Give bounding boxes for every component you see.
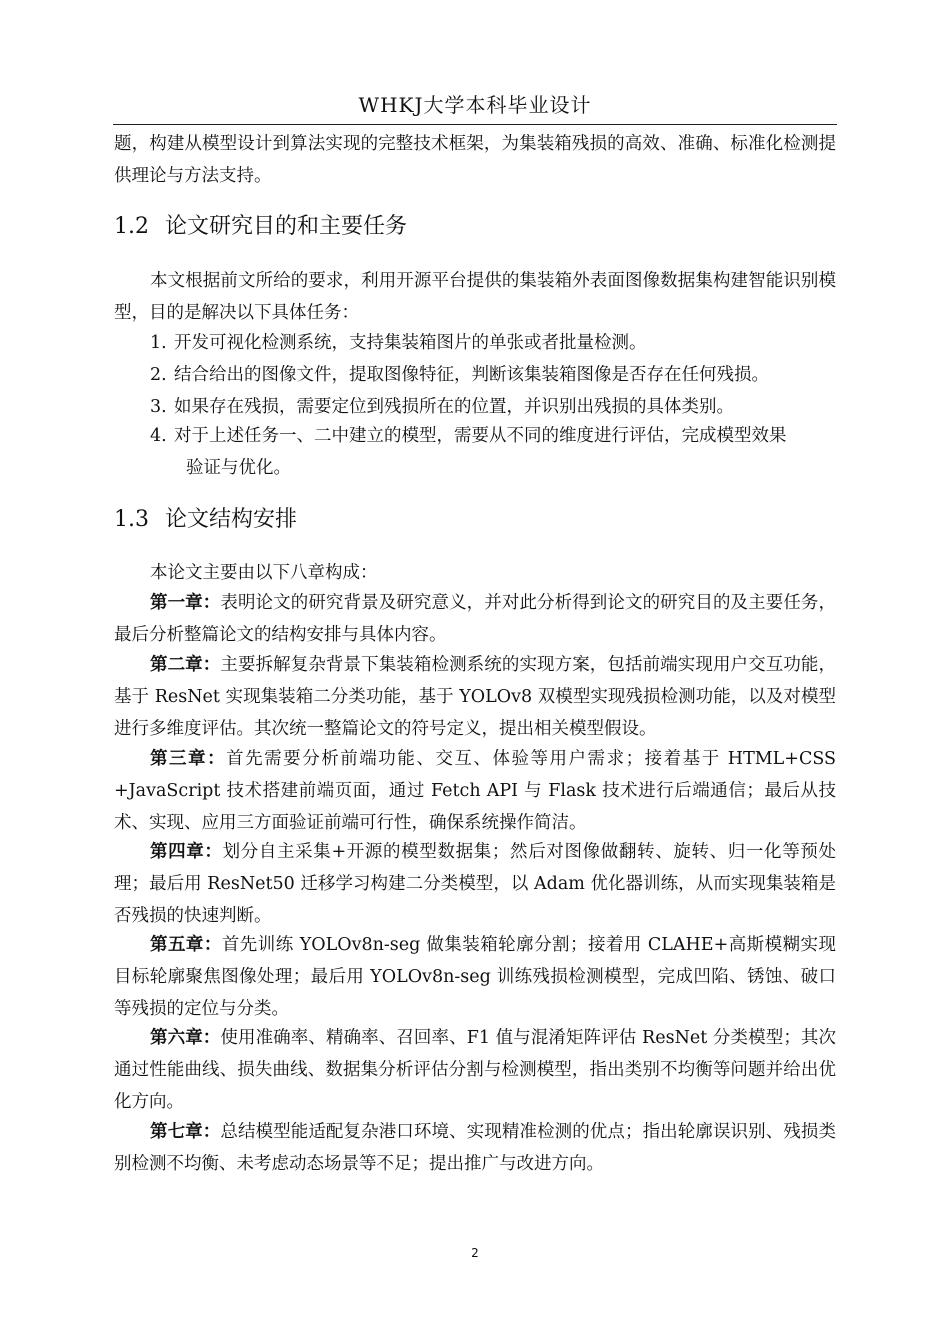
- list-item: [150, 327, 836, 359]
- chapter-text: 首先需要分析前端功能、交互、体验等用户需求；接着基于 HTML+CSS +JavaScript 技术搭建前端页面，通过 Fetch API 与 Flask 技术进行后端通信；最后从技术、实现、应用三方面验证前端可行性，确保系统操作简洁。: [114, 749, 837, 833]
- chapter-text: 主要拆解复杂背景下集装箱检测系统的实现方案，包括前端实现用户交互功能，基于 ResNet 实现集装箱二分类功能，基于 YOLOv8 双模型实现残损检测功能，以及对模型进行多维度评估。其次统一整篇论文的符号定义，提出相关模型假设。: [114, 655, 837, 739]
- chapter-label: 第五章：: [150, 935, 222, 955]
- chapter-text: 表明论文的研究背景及研究意义，并对此分析得到论文的研究目的及主要任务，最后分析整篇论文的结构安排与具体内容。: [114, 593, 837, 645]
- chapter-text: 首先训练 YOLOv8n-seg 做集装箱轮廓分割；接着用 CLAHE+高斯模糊实现目标轮廓聚焦图像处理；最后用 YOLOv8n-seg 训练残损检测模型，完成凹陷、锈蚀、破口等残损的定位与分类。: [114, 935, 836, 1019]
- chapter-label: 第六章：: [150, 1028, 221, 1048]
- header-rule: [113, 124, 837, 125]
- page-header: [0, 92, 950, 118]
- chapter-label: 第二章：: [150, 655, 221, 675]
- chapter-text: 使用准确率、精确率、召回率、F1 值与混淆矩阵评估 ResNet 分类模型；其次通过性能曲线、损失曲线、数据集分析评估分割与检测模型，指出类别不均衡等问题并给出优化方向。: [114, 1028, 837, 1112]
- chapter-label: 第一章：: [150, 593, 221, 613]
- chapter-text: 总结模型能适配复杂港口环境、实现精准检测的优点；指出轮廓误识别、残损类别检测不均衡、未考虑动态场景等不足；提出推广与改进方向。: [114, 1122, 837, 1174]
- chapter-paragraph: [114, 1116, 836, 1180]
- section-number: 1.2: [114, 214, 149, 239]
- list-item-number: 2.: [150, 365, 167, 385]
- chapter-paragraph: [114, 929, 836, 1025]
- section-heading-1-3: [114, 505, 297, 535]
- list-item-continuation: 验证与优化。: [186, 458, 291, 478]
- page-number: 2: [471, 1246, 479, 1260]
- header-title: WHKJ大学本科毕业设计: [358, 93, 592, 117]
- chapter-text: 划分自主采集+开源的模型数据集；然后对图像做翻转、旋转、归一化等预处理；最后用 ResNet50 迁移学习构建二分类模型，以 Adam 优化器训练，从而实现集装箱是否残损的快速判断。: [114, 842, 836, 926]
- section-heading-1-2: [114, 212, 407, 242]
- continuation-paragraph: 题，构建从模型设计到算法实现的完整技术框架，为集装箱残损的高效、准确、标准化检测提供理论与方法支持。: [114, 134, 836, 186]
- chapter-paragraph: [114, 587, 836, 651]
- list-item-text: 如果存在残损，需要定位到残损所在的位置，并识别出残损的具体类别。: [174, 397, 734, 417]
- section-1-3-intro: 本论文主要由以下八章构成：: [150, 563, 378, 583]
- chapter-paragraph: [114, 743, 836, 839]
- chapter-paragraph: [114, 1022, 836, 1118]
- section-title: 论文结构安排: [165, 507, 298, 532]
- list-item-text: 结合给出的图像文件，提取图像特征，判断该集装箱图像是否存在任何残损。: [174, 365, 769, 385]
- list-item-number: 1.: [150, 333, 167, 353]
- chapter-label: 第三章：: [150, 749, 227, 769]
- list-item: [150, 359, 836, 391]
- list-item-text: 对于上述任务一、二中建立的模型，需要从不同的维度进行评估，完成模型效果: [174, 426, 787, 446]
- chapter-paragraph: [114, 836, 836, 932]
- list-item-text: 开发可视化检测系统，支持集装箱图片的单张或者批量检测。: [174, 333, 647, 353]
- chapter-label: 第四章：: [150, 842, 223, 862]
- list-item-number: 3.: [150, 397, 167, 417]
- section-title: 论文研究目的和主要任务: [165, 214, 408, 239]
- chapter-paragraph: [114, 649, 836, 745]
- chapter-label: 第七章：: [150, 1122, 221, 1142]
- list-item: [150, 420, 836, 484]
- section-1-2-intro: 本文根据前文所给的要求，利用开源平台提供的集装箱外表面图像数据集构建智能识别模型，目的是解决以下具体任务：: [114, 271, 836, 323]
- list-item-number: 4.: [150, 426, 167, 446]
- list-item: [150, 391, 836, 423]
- section-number: 1.3: [114, 507, 149, 532]
